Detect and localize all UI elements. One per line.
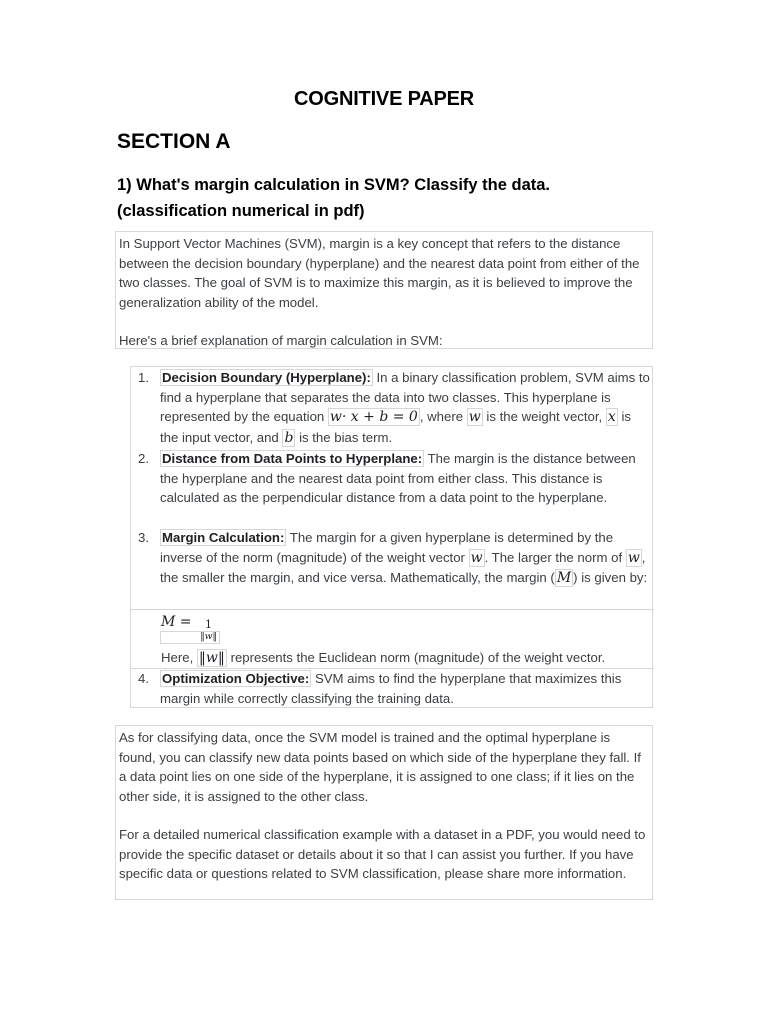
item-title: Optimization Objective:: [162, 671, 310, 686]
classification-paragraph-2: For a detailed numerical classification example with a dataset in a PDF, you would need to provide the specific dataset or details about it so that I can assist you further. If you have specific data or questions related to SVM classification, please share more information.: [119, 826, 646, 882]
item-text: In a binary classification problem, SVM aims to find a hyperplane that separates the data into two classes. This hyperplane is represented by the equation: [160, 370, 650, 425]
weight-vector-symbol: w: [470, 549, 483, 566]
formula-numerator: 1: [205, 618, 212, 631]
item-text: The margin is the distance between the hyperplane and the nearest data point from either class. This distance is calculated as the perpendicular distance from a data point to the hyperplane.: [160, 451, 636, 506]
margin-symbol: M: [556, 570, 572, 587]
intro-answer-block: [115, 231, 653, 349]
weight-vector-symbol: w: [468, 409, 481, 426]
document-title: COGNITIVE PAPER: [294, 88, 474, 110]
intro-paragraph-2: Here's a brief explanation of margin calculation in SVM:: [119, 332, 443, 348]
margin-steps-list: [130, 366, 653, 708]
list-number: 3.: [138, 530, 149, 545]
item-text: . The larger the norm of: [484, 549, 626, 565]
formula-denominator: ‖w‖: [160, 631, 220, 644]
item-title: Decision Boundary (Hyperplane):: [162, 370, 371, 385]
item-text: , the smaller the margin, and vice versa. Mathematically, the margin (: [160, 549, 646, 586]
question-line-2: (classification numerical in pdf): [117, 202, 365, 220]
norm-symbol: ‖w‖: [198, 650, 225, 666]
item-title: Distance from Data Points to Hyperplane:: [162, 451, 423, 466]
list-number: 1.: [138, 370, 149, 385]
list-number: 4.: [138, 671, 149, 686]
classification-answer-block: [115, 725, 653, 900]
item-text: SVM aims to find the hyperplane that maximizes this margin while correctly classifying the training data.: [160, 671, 622, 706]
formula-lhs: M =: [161, 614, 192, 630]
item-text: ) is given by:: [573, 570, 648, 586]
item-title: Margin Calculation:: [162, 530, 285, 545]
item-text: The margin for a given hyperplane is determined by the inverse of the norm (magnitude) of the weight vector: [160, 530, 614, 565]
intro-paragraph-1: In Support Vector Machines (SVM), margin is a key concept that refers to the distance between the decision boundary (hyperplane) and the nearest data point from either of the two classes. The goal of SVM is to maximize this margin, as it is believed to improve the generalization ability of the model.: [119, 236, 640, 311]
section-heading: SECTION A: [117, 130, 231, 153]
item-text: is the weight vector,: [482, 409, 606, 425]
item-text: is the bias term.: [295, 430, 393, 446]
item-text: , where: [419, 409, 467, 425]
list-item-body: [160, 368, 650, 449]
question-heading: [117, 172, 550, 224]
bias-symbol: b: [284, 430, 294, 447]
list-item-body: [160, 449, 650, 508]
note-text: represents the Euclidean norm (magnitude) of the weight vector.: [226, 650, 606, 665]
input-vector-symbol: x: [607, 409, 616, 426]
list-number: 2.: [138, 451, 149, 466]
margin-formula-block: [131, 609, 654, 669]
classification-paragraph-1: As for classifying data, once the SVM model is trained and the optimal hyperplane is found, you can classify new data points based on which side of the hyperplane they fall. If a data point lies on one side of the hyperplane, it is assigned to one class; if it lies on the other side, it is assigned to the other class.: [119, 730, 641, 805]
list-item-body: [160, 528, 650, 589]
weight-vector-symbol: w: [627, 549, 640, 566]
item-text: is the input vector, and: [160, 409, 631, 446]
list-item-body: [160, 669, 650, 708]
note-text: Here,: [161, 650, 197, 665]
hyperplane-equation: w· x + b = 0: [329, 409, 418, 426]
formula-note: [161, 648, 651, 669]
question-line-1: 1) What's margin calculation in SVM? Classify the data.: [117, 176, 551, 194]
